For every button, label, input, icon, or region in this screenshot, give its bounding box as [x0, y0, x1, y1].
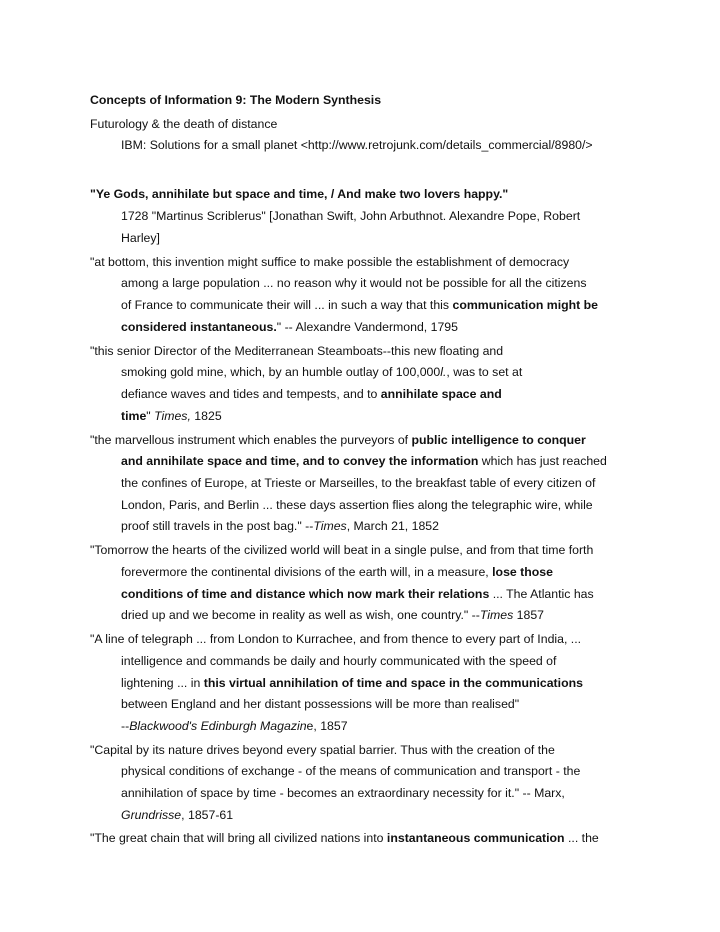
quote-8-emphasis: instantaneous communication — [386, 831, 565, 845]
quote-3-line: "this senior Director of the Mediterranean Steamboats--this new floating and — [90, 344, 504, 358]
quote-5-emphasis: lose those — [492, 565, 553, 579]
quote-1-text: "Ye Gods, annihilate but space and time, / And make two lovers happy." — [90, 187, 509, 201]
quote-5-emphasis: conditions of time and distance which now mark their relations — [121, 587, 490, 601]
quote-6-line — [121, 675, 583, 691]
quote-8-text: ... the — [564, 831, 599, 845]
quote-4-line — [121, 453, 607, 469]
quote-4-line: the confines of Europe, at Trieste or Marseilles, to the breakfast table of every citizen of — [121, 476, 596, 490]
quote-7-line: physical conditions of exchange - of the means of communication and transport - the — [121, 764, 581, 778]
quote-6-text: -- — [121, 719, 130, 733]
quote-8-line — [90, 830, 599, 846]
quote-4-text: "the marvellous instrument which enables the purveyors of — [90, 433, 412, 447]
ibm-reference: IBM: Solutions for a small planet <http://www.retrojunk.com/details_commercial/8980/> — [121, 138, 593, 152]
quote-6-emphasis: this virtual annihilation of time and space in the communications — [203, 676, 583, 690]
quote-4-line — [90, 432, 586, 448]
quote-3-line — [121, 408, 222, 424]
quote-7-source: Grundrisse — [121, 808, 182, 822]
quote-1-source-cont: Harley] — [121, 231, 160, 245]
quote-3-text: smoking gold mine, which, by an humble outlay of 100,000 — [121, 365, 441, 379]
quote-6-line: intelligence and commands be daily and hourly communicated with the speed of — [121, 654, 557, 668]
quote-5-text: ... The Atlantic has — [489, 587, 594, 601]
section-heading: Futurology & the death of distance — [90, 117, 278, 131]
quote-5-text: forevermore the continental divisions of the earth will, in a measure, — [121, 565, 493, 579]
quote-4-source: Times — [313, 519, 347, 533]
quote-4-emphasis: public intelligence to conquer — [411, 433, 586, 447]
quote-5-year: 1857 — [513, 608, 545, 622]
quote-7-line: annihilation of space by time - becomes an extraordinary necessity for it." -- Marx, — [121, 786, 565, 800]
quote-7-line — [121, 807, 233, 823]
quote-2-emphasis: considered instantaneous. — [121, 320, 277, 334]
quote-2-text: of France to communicate their will ... in such a way that this — [121, 298, 453, 312]
quote-3-line — [121, 364, 522, 380]
quote-6-text: lightening ... in — [121, 676, 204, 690]
quote-5-line — [121, 586, 594, 602]
quote-2-attribution: " -- Alexandre Vandermond, 1795 — [276, 320, 458, 334]
quote-1-source: 1728 "Martinus Scriblerus" [Jonathan Swift, John Arbuthnot. Alexandre Pope, Robert — [121, 209, 581, 223]
quote-4-date: , March 21, 1852 — [346, 519, 439, 533]
quote-7-line: "Capital by its nature drives beyond every spatial barrier. Thus with the creation of the — [90, 743, 555, 757]
quote-5-text: dried up and we become in reality as well as wish, one country." -- — [121, 608, 480, 622]
quote-3-text: , was to set at — [446, 365, 523, 379]
quote-4-line — [121, 518, 439, 534]
quote-3-text: defiance waves and tides and tempests, and to — [121, 387, 381, 401]
quote-3-year: 1825 — [190, 409, 222, 423]
document-title: Concepts of Information 9: The Modern Synthesis — [90, 93, 382, 107]
quote-6-source: Blackwood's Edinburgh Magazin — [129, 719, 307, 733]
quote-3-line — [121, 386, 502, 402]
quote-8-text: "The great chain that will bring all civilized nations into — [90, 831, 387, 845]
quote-4-text: proof still travels in the post bag." -- — [121, 519, 314, 533]
quote-2-line — [121, 297, 598, 313]
quote-4-emphasis: and annihilate space and time, and to convey the information — [121, 454, 479, 468]
quote-5-line — [121, 607, 544, 623]
quote-2-line: "at bottom, this invention might suffice to make possible the establishment of democracy — [90, 255, 570, 269]
quote-5-line — [121, 564, 553, 580]
quote-6-year: e, 1857 — [306, 719, 348, 733]
quote-3-emphasis: annihilate space and — [380, 387, 502, 401]
quote-6-line — [121, 718, 348, 734]
quote-6-line: "A line of telegraph ... from London to Kurrachee, and from thence to every part of India, ... — [90, 632, 582, 646]
quote-3-text: " — [146, 409, 155, 423]
quote-2-line: among a large population ... no reason why it would not be possible for all the citizens — [121, 276, 587, 290]
quote-6-line: between England and her distant possessions will be more than realised" — [121, 697, 520, 711]
quote-3-source: Times, — [154, 409, 191, 423]
quote-2-line — [121, 319, 458, 335]
quote-7-year: , 1857-61 — [181, 808, 234, 822]
quote-4-text: which has just reached — [478, 454, 607, 468]
quote-3-italic: l. — [440, 365, 447, 379]
quote-4-line: London, Paris, and Berlin ... these days assertion flies along the telegraphic wire, while — [121, 498, 593, 512]
quote-3-emphasis: time — [121, 409, 147, 423]
quote-5-source: Times — [479, 608, 514, 622]
quote-5-line: "Tomorrow the hearts of the civilized world will beat in a single pulse, and from that time forth — [90, 543, 594, 557]
quote-2-emphasis: communication might be — [452, 298, 599, 312]
